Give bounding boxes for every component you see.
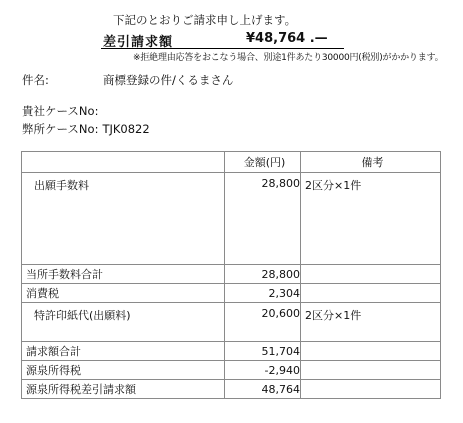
our-case-value: TJK0822 (102, 122, 150, 136)
header-description (22, 152, 225, 173)
table-header-row (22, 152, 441, 173)
row-description: 出願手数料 (22, 173, 225, 265)
fee-note: ※拒絶理由応答をおこなう場合、別途1件あたり30000円(税別)がかかります。 (133, 53, 444, 63)
header-amount: 金額(円) (225, 152, 301, 173)
matter-value: 商標登録の件/くるまさん (103, 73, 234, 87)
row-remark (301, 380, 441, 399)
row-amount: 20,600 (225, 303, 301, 342)
table-row (22, 265, 441, 284)
row-description: 源泉所得税 (22, 361, 225, 380)
row-amount: 51,704 (225, 342, 301, 361)
table-row (22, 284, 441, 303)
row-remark (301, 342, 441, 361)
row-description: 当所手数料合計 (22, 265, 225, 284)
total-amount-line (101, 33, 344, 49)
client-case-label: 貴社ケースNo: (22, 104, 99, 118)
total-label: 差引請求額 (103, 35, 174, 50)
matter-label: 件名: (22, 73, 49, 87)
table-row (22, 173, 441, 265)
invoice-table (21, 151, 441, 399)
row-remark (301, 361, 441, 380)
row-remark (301, 265, 441, 284)
row-remark (301, 284, 441, 303)
table-row (22, 303, 441, 342)
client-case-number (22, 103, 98, 119)
row-description: 特許印紙代(出願料) (22, 303, 225, 342)
row-remark: 2区分×1件 (301, 173, 441, 265)
row-amount: 48,764 (225, 380, 301, 399)
row-amount: 28,800 (225, 265, 301, 284)
row-amount: 28,800 (225, 173, 301, 265)
intro-text: 下記のとおりご請求申し上げます。 (113, 13, 297, 27)
our-case-label: 弊所ケースNo: (22, 122, 99, 136)
row-description: 消費税 (22, 284, 225, 303)
row-amount: -2,940 (225, 361, 301, 380)
our-case-number (22, 121, 150, 137)
row-amount: 2,304 (225, 284, 301, 303)
row-description: 源泉所得税差引請求額 (22, 380, 225, 399)
table-row (22, 361, 441, 380)
table-row (22, 380, 441, 399)
row-remark: 2区分×1件 (301, 303, 441, 342)
table-row (22, 342, 441, 361)
header-remarks: 備考 (301, 152, 441, 173)
total-value: ¥48,764 .— (246, 31, 328, 46)
row-description: 請求額合計 (22, 342, 225, 361)
